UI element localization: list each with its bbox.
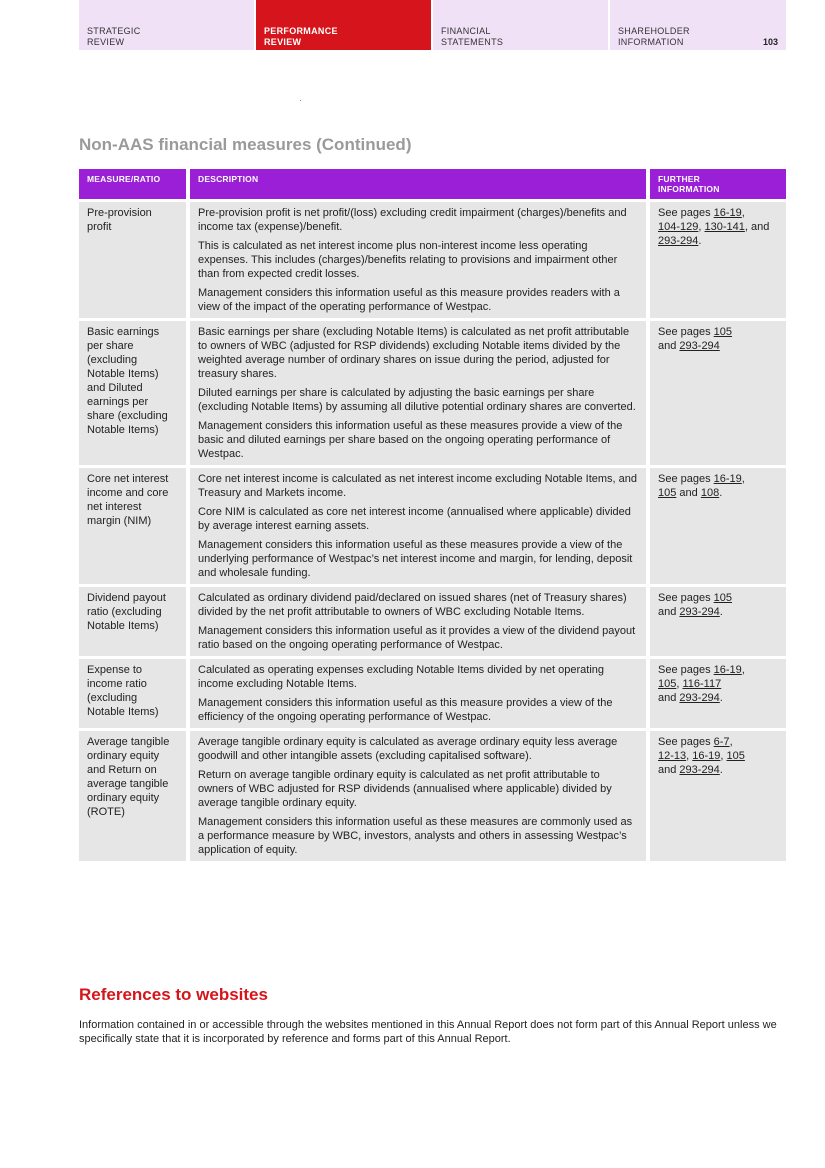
measure-cell: Basic earnings per share (excluding Notable Items) and Diluted earnings per share (excluding Notable Items): [79, 318, 186, 465]
info-prefix: See pages: [658, 326, 714, 338]
description-paragraph: Return on average tangible ordinary equity is calculated as net profit attributable to owners of WBC adjusted for RSP dividends (annualised where applicable) divided by average tangible ordinary equity.: [198, 769, 612, 809]
page-ref-link[interactable]: 105: [713, 326, 733, 338]
info-sep: ,: [720, 750, 727, 762]
tab-label-line1: PERFORMANCE: [264, 26, 338, 36]
header-further-line1: FURTHER: [658, 174, 701, 184]
tab-label-line2: REVIEW: [264, 36, 302, 47]
info-cell: [646, 584, 786, 656]
info-sep: and: [676, 487, 701, 499]
header-further-information: [646, 169, 786, 199]
info-prefix: See pages: [658, 207, 714, 219]
references-body: Information contained in or accessible through the websites mentioned in this Annual Report does not form part of this Annual Report unless we specifically state that it is incorporated by reference and forms part of this Annual Report.: [79, 1019, 777, 1045]
info-cell: [646, 465, 786, 584]
description-paragraph: Management considers this information useful as this measure provides readers with a view of the impact of the operating performance of Westpac.: [198, 287, 620, 313]
page-ref-link[interactable]: 104-129: [658, 221, 699, 233]
tab-label-line1: STRATEGIC: [87, 26, 141, 36]
description-paragraph: Basic earnings per share (excluding Notable Items) is calculated as net profit attributable to owners of WBC (adjusted for RSP dividends) excluding Notable items divided by the weighted average number of ordinary shares on issue during the period, adjusted for treasury shares.: [198, 326, 630, 380]
tab-label-line2: INFORMATION: [618, 36, 684, 47]
measure-cell: Core net interest income and core net interest margin (NIM): [79, 465, 186, 584]
measure-cell: Pre-provision profit: [79, 199, 186, 318]
header-measure-ratio: MEASURE/RATIO: [79, 169, 186, 199]
info-sep: .: [698, 235, 702, 247]
description-paragraph: Management considers this information useful as these measures are commonly used as a performance measure by WBC, investors, analysts and others in assessing Westpac’s application of equity.: [198, 816, 633, 856]
page-ref-link[interactable]: 130-141: [704, 221, 745, 233]
description-paragraph: Pre-provision profit is net profit/(loss) excluding credit impairment (charges)/benefits and income tax (expense)/benefit.: [198, 207, 627, 233]
description-paragraph: Calculated as ordinary dividend paid/declared on issued shares (net of Treasury shares) divided by the net profit attributable to owners of WBC excluding Notable Items.: [198, 592, 627, 618]
table-header-row: [79, 169, 786, 199]
info-sep: and: [658, 764, 680, 776]
info-sep: ,: [741, 664, 745, 676]
info-cell: [646, 199, 786, 318]
table-row: [79, 465, 786, 584]
header-further-line2: INFORMATION: [658, 184, 720, 194]
section-nav: [79, 0, 786, 50]
page-ref-link[interactable]: 293-294: [679, 340, 720, 352]
measure-cell: Dividend payout ratio (excluding Notable Items): [79, 584, 186, 656]
info-sep: ,: [686, 750, 693, 762]
description-paragraph: Diluted earnings per share is calculated by adjusting the basic earnings per share (excluding Notable Items) by assuming all dilutive potential ordinary shares are converted.: [198, 387, 636, 413]
description-paragraph: Calculated as operating expenses excluding Notable Items divided by net operating income excluding Notable Items.: [198, 664, 605, 690]
table-row: [79, 584, 786, 656]
description-paragraph: Average tangible ordinary equity is calculated as average ordinary equity less average goodwill and other intangible assets (excluding capitalised software).: [198, 736, 618, 762]
table-row: [79, 318, 786, 465]
page-number: 103: [762, 37, 778, 47]
tab-financial-statements[interactable]: [433, 0, 608, 50]
page-ref-link[interactable]: 108: [700, 487, 720, 499]
references-heading: References to websites: [79, 985, 268, 1004]
page-ref-link[interactable]: 16-19: [713, 664, 742, 676]
description-paragraph: Management considers this information useful as these measures provide a view of the underlying performance of Westpac’s net interest income and margin, for lending, deposit and wholesale funding.: [198, 539, 633, 579]
info-sep: and: [658, 692, 680, 704]
info-prefix: See pages: [658, 664, 714, 676]
tab-label-line2: REVIEW: [87, 36, 125, 47]
info-sep: and: [658, 606, 680, 618]
info-sep: ,: [698, 221, 705, 233]
description-paragraph: Core net interest income is calculated as net interest income excluding Notable Items, and Treasury and Markets income.: [198, 473, 638, 499]
info-sep: .: [719, 487, 723, 499]
stray-dot: [300, 100, 301, 101]
measure-cell: Average tangible ordinary equity and Return on average tangible ordinary equity (ROTE): [79, 728, 186, 861]
description-cell: [186, 728, 646, 861]
info-sep: ,: [676, 678, 683, 690]
page-ref-link[interactable]: 16-19: [713, 207, 742, 219]
description-paragraph: Management considers this information useful as this measure provides a view of the efficiency of the ongoing operating performance of Westpac.: [198, 697, 613, 723]
info-sep: and: [658, 340, 680, 352]
page-title: Non-AAS financial measures (Continued): [79, 135, 412, 154]
page-ref-link[interactable]: 293-294: [679, 606, 720, 618]
info-cell: [646, 728, 786, 861]
tab-performance-review[interactable]: [256, 0, 431, 50]
page-ref-link[interactable]: 293-294: [679, 692, 720, 704]
page-ref-link[interactable]: 105: [658, 487, 677, 499]
description-cell: [186, 318, 646, 465]
page-ref-link[interactable]: 293-294: [679, 764, 720, 776]
tab-label-line1: SHAREHOLDER: [618, 26, 690, 36]
page-ref-link[interactable]: 6-7: [713, 736, 730, 748]
info-sep: ,: [741, 473, 745, 485]
info-sep: .: [719, 764, 723, 776]
description-paragraph: Core NIM is calculated as core net interest income (annualised where applicable) divided by average interest earning assets.: [198, 506, 631, 532]
page-ref-link[interactable]: 105: [726, 750, 745, 762]
info-sep: , and: [744, 221, 770, 233]
tab-strategic-review[interactable]: [79, 0, 254, 50]
info-sep: .: [719, 606, 723, 618]
header-description: DESCRIPTION: [186, 169, 646, 199]
info-prefix: See pages: [658, 473, 714, 485]
table-row: [79, 199, 786, 318]
description-cell: [186, 584, 646, 656]
tab-label-line2: STATEMENTS: [441, 36, 504, 47]
description-cell: [186, 199, 646, 318]
info-sep: ,: [741, 207, 745, 219]
page-ref-link[interactable]: 105: [658, 678, 677, 690]
measure-cell: Expense to income ratio (excluding Notable Items): [79, 656, 186, 728]
description-paragraph: Management considers this information useful as these measures provide a view of the basic and diluted earnings per share based on the ongoing operating performance of Westpac.: [198, 420, 623, 460]
tab-label-line1: FINANCIAL: [441, 26, 491, 36]
tab-shareholder-information[interactable]: [610, 0, 786, 50]
info-prefix: See pages: [658, 736, 714, 748]
measures-table: [79, 169, 786, 861]
description-cell: [186, 465, 646, 584]
page-ref-link[interactable]: 105: [713, 592, 733, 604]
info-prefix: See pages: [658, 592, 714, 604]
info-cell: [646, 656, 786, 728]
info-sep: ,: [729, 736, 733, 748]
info-cell: [646, 318, 786, 465]
info-sep: .: [719, 692, 723, 704]
table-row: [79, 656, 786, 728]
description-cell: [186, 656, 646, 728]
page-ref-link[interactable]: 16-19: [692, 750, 721, 762]
table-row: [79, 728, 786, 861]
page-ref-link[interactable]: 293-294: [658, 235, 699, 247]
description-paragraph: Management considers this information useful as it provides a view of the dividend payout ratio based on the ongoing operating performance of Westpac.: [198, 625, 636, 651]
page-ref-link[interactable]: 116-117: [682, 678, 722, 690]
page-ref-link[interactable]: 12-13: [658, 750, 687, 762]
description-paragraph: This is calculated as net interest income plus non-interest income less operating expenses. This includes (charges)/benefits relating to provisions and impairment other than from expected credit losses.: [198, 240, 618, 280]
page-ref-link[interactable]: 16-19: [713, 473, 742, 485]
